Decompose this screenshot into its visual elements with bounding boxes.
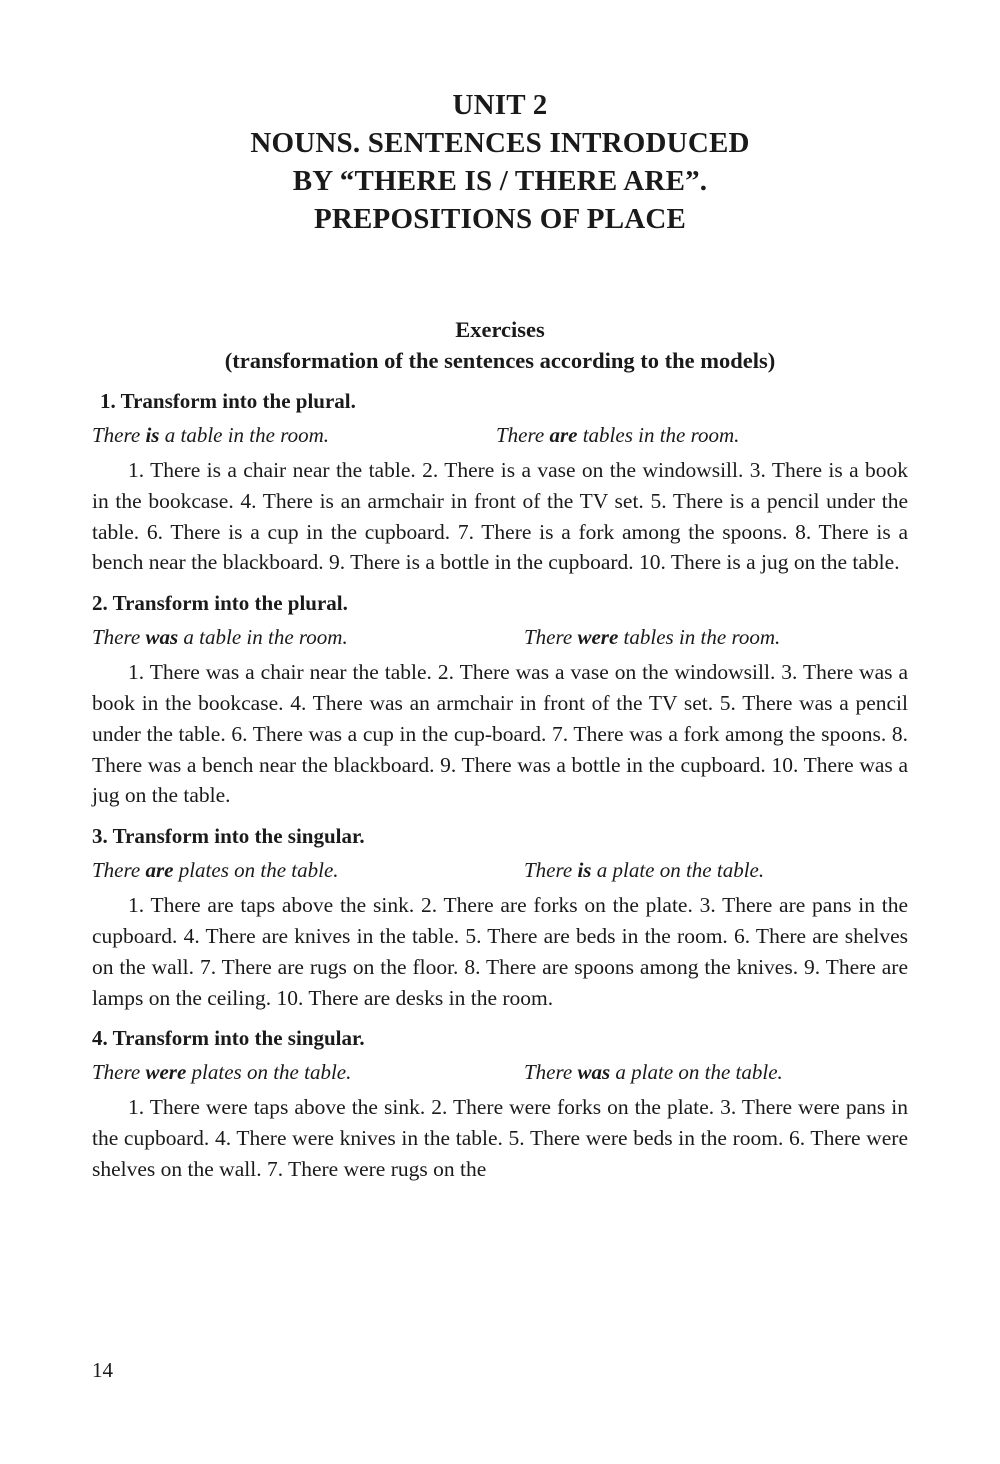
- page-number: 14: [92, 1358, 113, 1382]
- model-source: [92, 420, 329, 451]
- model-text: a plate on the table.: [591, 858, 765, 883]
- exercise-body: 1. There were taps above the sink. 2. There were forks on the plate. 3. There were pans in the cupboard. 4. There were knives in the table. 5. There were beds in the room. 6. There were shelves on the wall. 7. There were rugs on the: [92, 1095, 908, 1181]
- unit-title-line: UNIT 2: [452, 89, 548, 121]
- model-keyword: is: [577, 858, 592, 883]
- exercise-title: 4. Transform into the singular.: [92, 1026, 365, 1051]
- model-target: [524, 855, 764, 886]
- exercise-2: [92, 588, 908, 811]
- unit-title-line: BY “THERE IS / THERE ARE”.: [292, 165, 708, 197]
- exercises-heading-line: (transformation of the sentences according to the models): [224, 348, 776, 373]
- exercise-model: [92, 420, 908, 451]
- model-keyword: is: [145, 423, 160, 447]
- model-keyword: was: [145, 625, 179, 650]
- model-text: plates on the table.: [173, 858, 339, 883]
- exercise-model: [92, 855, 908, 886]
- model-source: [92, 1057, 351, 1088]
- model-text: There: [92, 858, 146, 883]
- model-keyword: were: [145, 1060, 187, 1085]
- model-text: tables in the room.: [577, 423, 740, 447]
- model-text: a table in the room.: [178, 625, 348, 650]
- unit-title-line: PREPOSITIONS OF PLACE: [313, 203, 687, 235]
- model-target: [524, 622, 780, 653]
- model-source: [92, 855, 339, 886]
- model-text: tables in the room.: [618, 625, 781, 650]
- model-keyword: was: [577, 1060, 611, 1085]
- exercise-3: [92, 821, 908, 1013]
- model-text: plates on the table.: [186, 1060, 352, 1085]
- exercise-title: 3. Transform into the singular.: [92, 824, 365, 849]
- exercise-4: [92, 1023, 908, 1184]
- model-text: There: [496, 423, 550, 447]
- exercise-body: 1. There are taps above the sink. 2. There are forks on the plate. 3. There are pans in the cupboard. 4. There are knives in the table. 5. There are beds in the room. 6. There are shelves on the wall. 7. There are rugs on the floor. 8. There are spoons among the knives. 9. There are lamps on the ceiling. 10. There are desks in the room.: [92, 893, 908, 1010]
- model-text: a plate on the table.: [610, 1060, 783, 1085]
- model-text: a table in the room.: [159, 423, 330, 447]
- exercises-heading: [92, 314, 908, 376]
- exercise-model: [92, 622, 908, 653]
- model-keyword: are: [549, 423, 578, 447]
- model-text: There: [92, 625, 146, 650]
- exercise-model: [92, 1057, 908, 1088]
- model-keyword: are: [145, 858, 174, 883]
- unit-title: [92, 86, 908, 238]
- exercise-title: 2. Transform into the plural.: [92, 591, 348, 616]
- model-source: [92, 622, 348, 653]
- model-text: There: [92, 1060, 146, 1085]
- model-text: There: [524, 1060, 578, 1085]
- model-target: [524, 1057, 783, 1088]
- page-content: [92, 86, 908, 1185]
- exercise-1: [92, 386, 908, 578]
- exercise-title: 1. Transform into the plural.: [100, 389, 356, 413]
- model-text: There: [524, 625, 578, 650]
- model-text: There: [92, 423, 146, 447]
- exercise-body: 1. There is a chair near the table. 2. There is a vase on the windowsill. 3. There is a book in the bookcase. 4. There is an armchair in front of the TV set. 5. There is a pencil under the table. 6. There is a cup in the cupboard. 7. There is a fork among the spoons. 8. There is a bench near the blackboard. 9. There is a bottle in the cupboard. 10. There is a jug on the table.: [92, 458, 908, 575]
- exercise-body: 1. There was a chair near the table. 2. There was a vase on the windowsill. 3. There was a book in the bookcase. 4. There was an armchair in front of the TV set. 5. There was a pencil under the table. 6. There was a cup in the cup-board. 7. There was a fork among the spoons. 8. There was a bench near the blackboard. 9. There was a bottle in the cupboard. 10. There was a jug on the table.: [92, 660, 908, 808]
- exercises-heading-line: Exercises: [455, 317, 545, 342]
- model-text: There: [524, 858, 578, 883]
- model-target: [496, 420, 739, 451]
- model-keyword: were: [577, 625, 619, 650]
- unit-title-line: NOUNS. SENTENCES INTRODUCED: [250, 127, 750, 159]
